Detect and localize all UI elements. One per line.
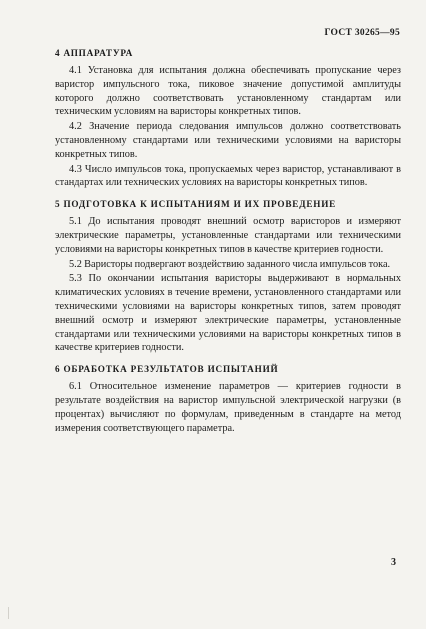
- section-heading: 4 АППАРАТУРА: [55, 48, 134, 58]
- paragraph: 4.3 Число импульсов тока, пропускаемых через варистор, устанавливают в стандартах или технических условиях на варисторы конкретных типов.: [55, 163, 401, 189]
- paragraph: 5.1 До испытания проводят внешний осмотр варисторов и измеряют электрические параметры, установленные стандартами или техническими условиями на варисторы конкретных типов в качестве критериев годности.: [55, 216, 401, 255]
- section-apparatus: [55, 48, 401, 190]
- section-results: [55, 364, 401, 435]
- section-preparation: [55, 199, 401, 355]
- paragraph: 4.1 Установка для испытания должна обеспечивать пропускание через варистор импульсного тока, пиковое значение допустимой амплитуды которого должно соответствовать установленному стандартам или техническим условиям на варисторы конкретных типов.: [55, 65, 401, 118]
- page-number: 3: [391, 557, 396, 568]
- paragraph: 5.2 Варисторы подвергают воздействию заданного числа импульсов тока.: [69, 258, 391, 270]
- paragraph: 6.1 Относительное изменение параметров — критериев годности в результате воздействия на варистор импульсной электрической нагрузки (в процентах) вычисляют по формулам, приведенным в стандарте на метод измерения соответствующего параметра.: [55, 381, 401, 434]
- paragraph: 5.3 По окончании испытания варисторы выдерживают в нормальных климатических условиях в течение времени, установленного стандартами или техническими условиями на варисторы конкретных типов, затем проводят внешний осмотр и измеряют электрические параметры, установленные стандартами или техническими условиями на варисторы конкретных типов в качестве критериев годности.: [55, 273, 401, 354]
- section-heading: 5 ПОДГОТОВКА К ИСПЫТАНИЯМ И ИХ ПРОВЕДЕНИЕ: [55, 199, 337, 210]
- document-code: ГОСТ 30265—95: [324, 28, 400, 38]
- scan-edge-mark: [8, 607, 21, 619]
- document-body: [55, 48, 401, 444]
- section-heading: 6 ОБРАБОТКА РЕЗУЛЬТАТОВ ИСПЫТАНИЙ: [55, 364, 279, 375]
- paragraph: 4.2 Значение периода следования импульсов должно соответствовать установленному стандартами или техническими условиями на варисторы конкретных типов.: [55, 121, 401, 160]
